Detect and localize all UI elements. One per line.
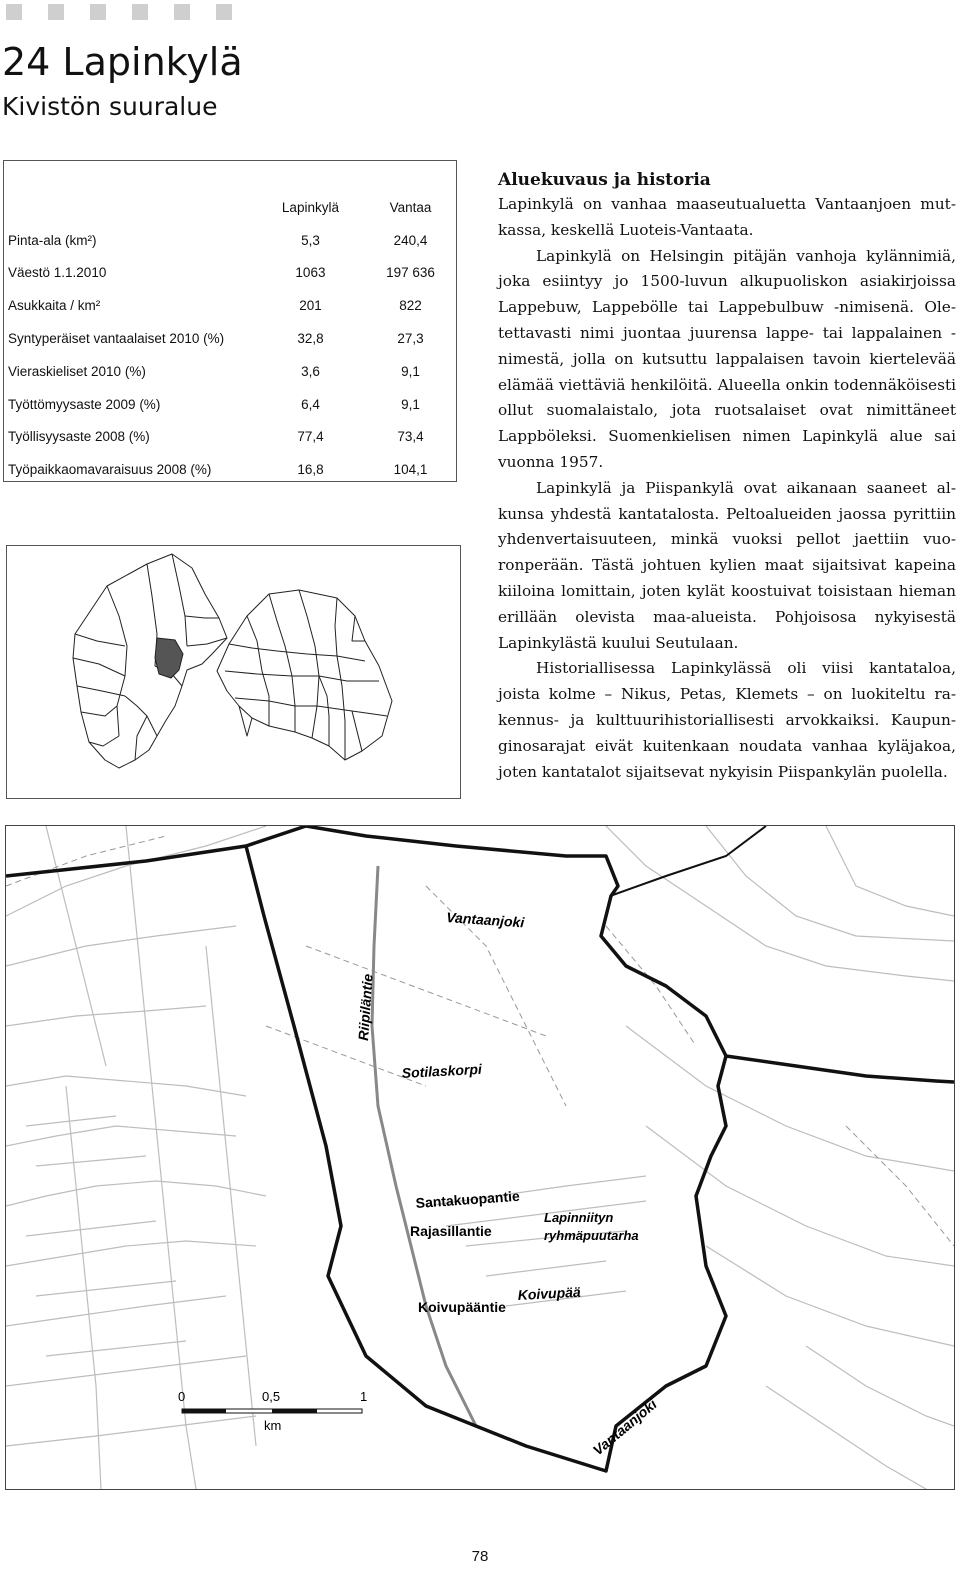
- map-label-koivupaantie: Koivupääntie: [418, 1299, 506, 1315]
- area-map-graphic: [6, 826, 954, 1489]
- row-value-lapinkyla: 201: [299, 298, 322, 314]
- table-header-lapinkyla: Lapinkylä: [281, 199, 339, 215]
- locator-map-graphic: [7, 546, 460, 798]
- table-row: [4, 421, 456, 454]
- row-label: Väestö 1.1.2010: [8, 265, 107, 281]
- table-row: [4, 289, 456, 322]
- scale-tick-half: 0,5: [262, 1389, 281, 1404]
- row-value-lapinkyla: 3,6: [301, 363, 320, 379]
- row-value-lapinkyla: 5,3: [301, 232, 320, 248]
- district-boundary: [610, 826, 766, 896]
- locator-map: [6, 545, 461, 799]
- statistics-table: [4, 191, 456, 486]
- deco-square: [216, 4, 232, 20]
- scale-tick-1: 1: [360, 1389, 368, 1404]
- map-label-rajasillantie: Rajasillantie: [410, 1223, 492, 1239]
- map-label-koivupaa: Koivupää: [517, 1283, 582, 1303]
- scale-tick-0: 0: [178, 1389, 186, 1404]
- deco-square: [6, 4, 22, 20]
- row-value-vantaa: 27,3: [397, 331, 424, 347]
- lapinkyla-highlight: [155, 638, 183, 678]
- row-value-vantaa: 104,1: [393, 462, 428, 478]
- row-value-vantaa: 9,1: [401, 363, 420, 379]
- table-header-vantaa: Vantaa: [389, 199, 432, 215]
- row-value-lapinkyla: 1063: [295, 265, 326, 281]
- table-row: [4, 453, 456, 486]
- row-label: Asukkaita / km²: [8, 298, 101, 314]
- vantaa-outline-east: [217, 590, 392, 760]
- map-label-garden-line2: ryhmäpuutarha: [544, 1228, 639, 1243]
- row-label: Työllisyysaste 2008 (%): [8, 429, 150, 445]
- riipilantie-road: [372, 866, 476, 1426]
- map-label-sotilaskorpi: Sotilaskorpi: [401, 1060, 483, 1081]
- row-value-vantaa: 9,1: [401, 396, 420, 412]
- row-value-lapinkyla: 6,4: [301, 396, 320, 412]
- district-boundary: [726, 1056, 954, 1082]
- area-map: [5, 825, 955, 1490]
- table-row: [4, 388, 456, 421]
- deco-square: [174, 4, 190, 20]
- article-paragraph: Historiallisessa Lapinkylässä oli viisi kantataloa, joista kolme – Nikus, Petas, Klemets – on luokiteltu rakennus- ja kulttuurihistoriallisesti arvokkaiksi. Kaupunginosarajat eivät kuitenkaan noudata vanhaa kyläjakoa, joten kantatalot sijaitsevat nykyisin Piispankylän puolella.: [498, 659, 956, 781]
- map-label-river-bottom: Vantaanjoki: [589, 1395, 660, 1459]
- deco-square: [132, 4, 148, 20]
- row-value-lapinkyla: 77,4: [297, 429, 324, 445]
- row-label: Syntyperäiset vantaalaiset 2010 (%): [8, 331, 225, 347]
- map-label-riipilantie: Riipiläntie: [355, 973, 376, 1042]
- row-label: Vieraskieliset 2010 (%): [8, 363, 146, 379]
- scale-bar: [178, 1389, 367, 1433]
- table-row: [4, 257, 456, 290]
- map-label-garden-line1: Lapinniityn: [544, 1210, 614, 1225]
- header-decoration: [6, 4, 232, 20]
- row-value-vantaa: 822: [399, 298, 422, 314]
- deco-square: [48, 4, 64, 20]
- row-value-vantaa: 73,4: [397, 429, 424, 445]
- table-row: [4, 355, 456, 388]
- deco-square: [90, 4, 106, 20]
- page-subtitle: Kivistön suuralue: [2, 92, 218, 121]
- article: [498, 168, 956, 785]
- page-title: 24 Lapinkylä: [2, 40, 243, 84]
- district-boundary: [6, 826, 306, 876]
- row-label: Työpaikkaomavaraisuus 2008 (%): [8, 462, 212, 478]
- table-header-row: [4, 191, 456, 224]
- table-row: [4, 224, 456, 257]
- row-value-vantaa: 197 636: [386, 265, 435, 281]
- table-header-empty: [4, 191, 256, 224]
- article-paragraph: Lapinkylä on vanhaa maaseutualuetta Vantaanjoen mutkassa, keskellä Luoteis-Vantaata.: [498, 195, 956, 239]
- row-label: Pinta-ala (km²): [8, 232, 97, 248]
- table-row: [4, 322, 456, 355]
- map-label-santakuopantie: Santakuopantie: [415, 1187, 521, 1211]
- page-number: 78: [471, 1548, 489, 1565]
- article-heading: Aluekuvaus ja historia: [498, 170, 711, 190]
- row-value-vantaa: 240,4: [393, 232, 428, 248]
- article-paragraph: Lapinkylä on Helsingin pitäjän vanhoja kylännimiä, joka esiintyy jo 1500-luvun alkupuoliskon asiakirjoissa Lappebuw, Lappebölle tai Lappebulbuw -nimisenä. Oletettavasti nimi juontaa juurensa lappe- tai lappalainen -nimestä, jolla on kutsuttu lappalaisen tavoin kiertelevää elämää viettäviä henkilöitä. Alueella onkin todennäköisesti ollut suomalaistalo, jota ruotsalaiset ovat nimittäneet Lappböleksi. Suomenkielisen nimen Lapinkylä alue sai vuonna 1957.: [498, 246, 956, 471]
- row-value-lapinkyla: 16,8: [297, 462, 324, 478]
- article-paragraph: Lapinkylä ja Piispankylä ovat aikanaan saaneet alkunsa yhdestä kantatalosta. Peltoalueiden jaossa pyrittiin yhdenvertaisuuteen, minkä vuoksi pellot jaettiin vuoronperään. Tästä johtuen kylien maat sijaitsivat kapeina kiiloina lomittain, joten kylät koostuivat toisistaan hieman erillään olevista maa-alueista. Pohjoisosa nykyisestä Lapinkylästä kuului Seutulaan.: [498, 478, 956, 652]
- row-value-lapinkyla: 32,8: [297, 331, 324, 347]
- scale-unit: km: [264, 1418, 282, 1433]
- statistics-box: [3, 160, 457, 482]
- map-label-river-top: Vantaanjoki: [445, 909, 525, 931]
- row-label: Työttömyysaste 2009 (%): [8, 396, 161, 412]
